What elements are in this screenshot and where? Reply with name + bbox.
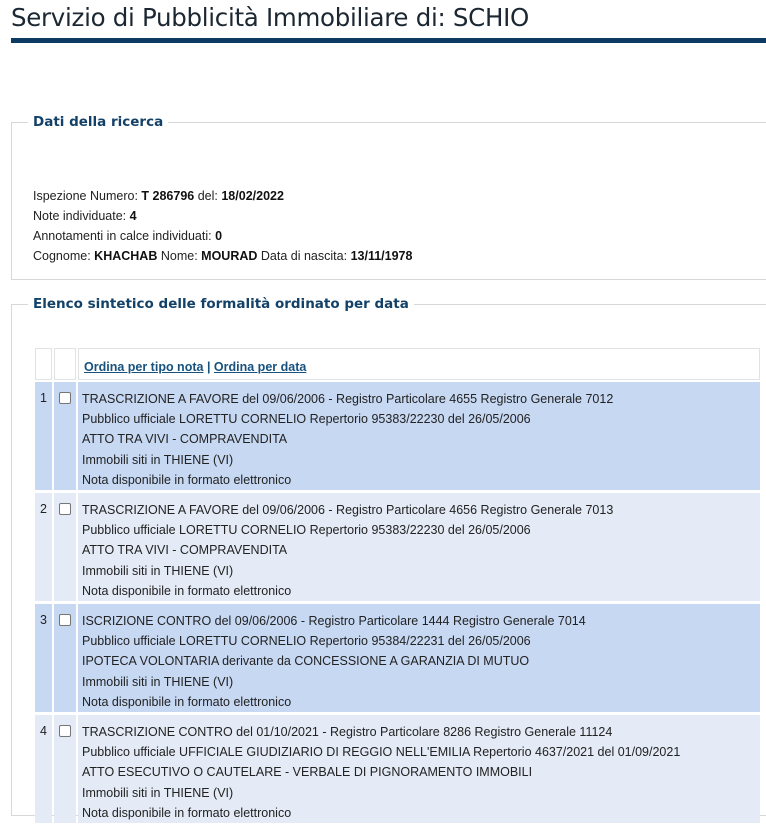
row-act-line: ATTO TRA VIVI - COMPRAVENDITA [82, 543, 288, 558]
row-availability-line: Nota disponibile in formato elettronico [82, 694, 292, 709]
row-number: 2 [35, 493, 52, 601]
annotations-label: Annotamenti in calce individuati: [33, 229, 212, 243]
inspection-line [33, 186, 412, 206]
row-availability-line: Nota disponibile in formato elettronico [82, 583, 292, 598]
formalities-legend: Elenco sintetico delle formalità ordinato per data [33, 296, 409, 312]
row-checkbox[interactable] [59, 725, 71, 737]
page-title: Servizio di Pubblicità Immobiliare di: SCHIO [11, 3, 529, 32]
row-details [78, 715, 760, 823]
row-details [78, 604, 760, 712]
table-row [35, 493, 760, 601]
row-officer-line: Pubblico ufficiale LORETTU CORNELIO Repertorio 95384/22231 del 26/05/2006 [82, 634, 531, 649]
annotations-line [33, 226, 412, 246]
row-property-line: Immobili siti in THIENE (VI) [82, 674, 234, 689]
person-line [33, 246, 412, 266]
inspection-date: 18/02/2022 [221, 189, 284, 203]
row-act-line: ATTO ESECUTIVO O CAUTELARE - VERBALE DI PIGNORAMENTO IMMOBILI [82, 765, 533, 780]
row-checkbox-cell [54, 382, 76, 490]
row-formality-line: ISCRIZIONE CONTRO del 09/06/2006 - Registro Particolare 1444 Registro Generale 7014 [82, 614, 586, 628]
search-details-legend: Dati della ricerca [33, 114, 164, 130]
header-num-cell [35, 348, 52, 380]
row-number: 1 [35, 382, 52, 490]
row-act-line: IPOTECA VOLONTARIA derivante da CONCESSIONE A GARANZIA DI MUTUO [82, 654, 530, 669]
formalities-panel [11, 296, 766, 820]
surname-value: KHACHAB [94, 249, 158, 263]
row-formality-line: TRASCRIZIONE CONTRO del 01/10/2021 - Registro Particolare 8286 Registro Generale 11124 [82, 725, 613, 739]
sort-separator: | [206, 360, 211, 374]
formalities-table [35, 348, 760, 826]
table-row [35, 382, 760, 490]
row-formality-line: TRASCRIZIONE A FAVORE del 09/06/2006 - Registro Particolare 4656 Registro Generale 7013 [82, 503, 614, 517]
name-label: Nome: [160, 249, 198, 263]
surname-label: Cognome: [33, 249, 91, 263]
inspection-number: T 286796 [141, 189, 195, 203]
row-officer-line: Pubblico ufficiale LORETTU CORNELIO Repertorio 95383/22230 del 26/05/2006 [82, 412, 531, 427]
row-property-line: Immobili siti in THIENE (VI) [82, 452, 234, 467]
row-formality-line: TRASCRIZIONE A FAVORE del 09/06/2006 - Registro Particolare 4655 Registro Generale 7012 [82, 392, 614, 406]
birth-date-value: 13/11/1978 [350, 249, 413, 263]
table-row [35, 604, 760, 712]
row-property-line: Immobili siti in THIENE (VI) [82, 785, 234, 800]
row-checkbox-cell [54, 715, 76, 823]
header-check-cell [54, 348, 76, 380]
row-officer-line: Pubblico ufficiale UFFICIALE GIUDIZIARIO DI REGGIO NELL'EMILIA Repertorio 4637/2021 del 01/09/2021 [82, 745, 681, 760]
sort-by-type-link[interactable]: Ordina per tipo nota [84, 360, 204, 374]
search-details-panel [11, 114, 766, 280]
header-sort-cell [78, 348, 760, 380]
sort-by-date-link[interactable]: Ordina per data [213, 360, 307, 374]
row-number: 3 [35, 604, 52, 712]
title-divider [11, 38, 766, 43]
notes-count: 4 [129, 209, 137, 223]
name-value: MOURAD [201, 249, 258, 263]
row-property-line: Immobili siti in THIENE (VI) [82, 563, 234, 578]
inspection-date-label: del: [197, 189, 218, 203]
birth-date-label: Data di nascita: [260, 249, 348, 263]
annotations-count: 0 [215, 229, 223, 243]
row-details [78, 382, 760, 490]
table-header [35, 348, 760, 380]
row-checkbox-cell [54, 604, 76, 712]
row-checkbox[interactable] [59, 392, 71, 404]
table-row [35, 715, 760, 823]
notes-line [33, 206, 412, 226]
row-checkbox[interactable] [59, 614, 71, 626]
row-number: 4 [35, 715, 52, 823]
search-info [33, 186, 412, 266]
row-checkbox[interactable] [59, 503, 71, 515]
row-act-line: ATTO TRA VIVI - COMPRAVENDITA [82, 432, 288, 447]
row-availability-line: Nota disponibile in formato elettronico [82, 472, 292, 487]
notes-label: Note individuate: [33, 209, 127, 223]
row-checkbox-cell [54, 493, 76, 601]
inspection-label: Ispezione Numero: [33, 189, 138, 203]
row-officer-line: Pubblico ufficiale LORETTU CORNELIO Repertorio 95383/22230 del 26/05/2006 [82, 523, 531, 538]
row-details [78, 493, 760, 601]
row-availability-line: Nota disponibile in formato elettronico [82, 805, 292, 820]
